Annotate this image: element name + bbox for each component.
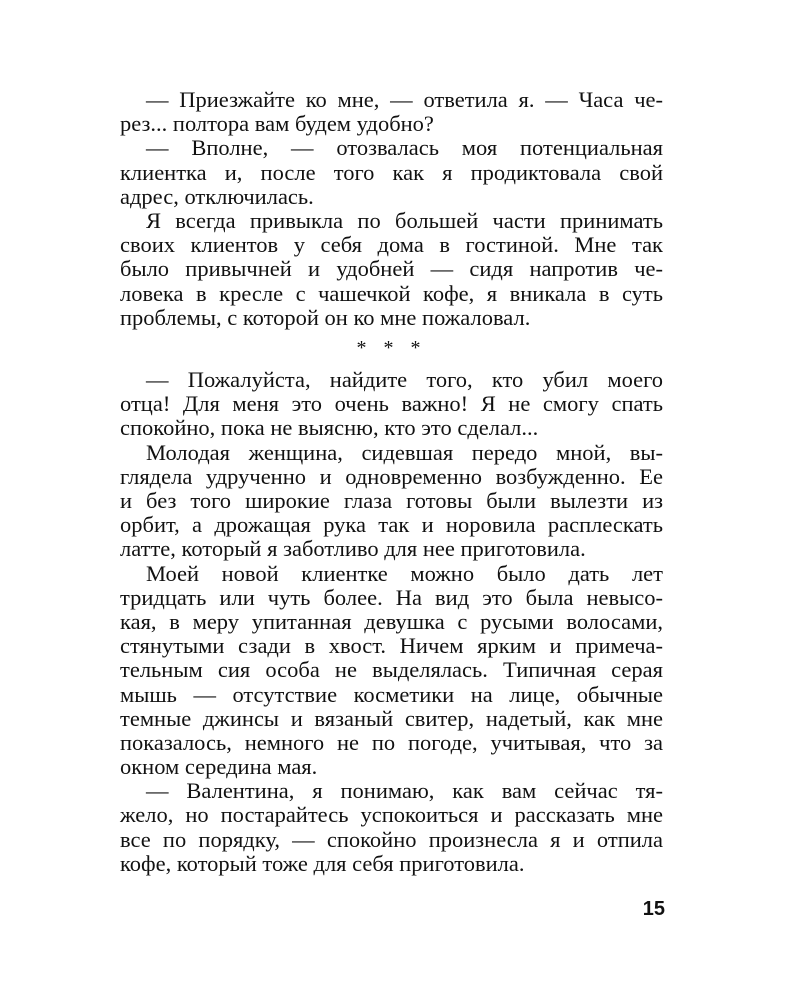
- text-line: орбит, а дрожащая рука так и норовила расплескать: [120, 512, 663, 538]
- text-line: глядела удрученно и одновременно возбужденно. Ее: [120, 463, 663, 489]
- text-line: кая, в меру упитанная девушка с русыми волосами,: [120, 608, 663, 634]
- paragraph: [120, 136, 663, 209]
- text-line: проблемы, с которой он ко мне пожаловал.: [120, 304, 531, 330]
- text-line: Я всегда привыкла по большей части принимать: [146, 207, 663, 233]
- paragraph: [120, 779, 663, 876]
- paragraph: [120, 368, 663, 441]
- paragraph: [120, 441, 663, 562]
- text-line: отца! Для меня это очень важно! Я не смогу спать: [120, 391, 663, 417]
- paragraph: [120, 88, 663, 136]
- text-line: показалось, немного не по погоде, учитывая, что за: [120, 729, 663, 755]
- text-line: ловека в кресле с чашечкой кофе, я вникала в суть: [120, 280, 663, 306]
- text-line: Моей новой клиентке можно было дать лет: [146, 560, 663, 586]
- page-text: [120, 88, 663, 876]
- section-separator: * * *: [356, 336, 427, 359]
- text-line: тельным сия особа не выделялась. Типичная серая: [120, 657, 663, 683]
- page-number: 15: [642, 898, 665, 920]
- text-line: клиентка и, после того как я продиктовала свой: [120, 159, 663, 185]
- text-line: окном середина мая.: [120, 754, 318, 780]
- paragraph: [120, 562, 663, 780]
- text-line: жело, но постарайтесь успокоиться и рассказать мне: [120, 802, 663, 828]
- text-line: — Вполне, — отозвалась моя потенциальная: [146, 135, 663, 161]
- text-line: рез... полтора вам будем удобно?: [120, 111, 434, 137]
- text-line: латте, который я заботливо для нее приготовила.: [120, 536, 586, 562]
- text-line: тридцать или чуть более. На вид это была невысо-: [120, 584, 663, 610]
- text-line: было привычней и удобней — сидя напротив че-: [120, 256, 663, 282]
- text-line: адрес, отключилась.: [120, 183, 314, 209]
- text-line: спокойно, пока не выясню, кто это сделал...: [120, 415, 539, 441]
- paragraph: [120, 209, 663, 330]
- text-line: — Валентина, я понимаю, как вам сейчас тя-: [146, 778, 663, 804]
- text-line: мышь — отсутствие косметики на лице, обычные: [120, 681, 663, 707]
- text-line: темные джинсы и вязаный свитер, надетый, как мне: [120, 705, 663, 731]
- text-line: и без того широкие глаза готовы были вылезти из: [120, 488, 663, 513]
- text-line: Молодая женщина, сидевшая передо мной, вы-: [146, 439, 663, 465]
- text-line: — Приезжайте ко мне, — ответила я. — Часа че-: [146, 87, 663, 112]
- text-line: стянутыми сзади в хвост. Ничем ярким и примеча-: [120, 633, 663, 659]
- text-line: — Пожалуйста, найдите того, кто убил моего: [146, 367, 663, 393]
- text-line: все по порядку, — спокойно произнесла я и отпила: [120, 826, 663, 852]
- text-line: кофе, который тоже для себя приготовила.: [120, 850, 525, 876]
- text-line: своих клиентов у себя дома в гостиной. Мне так: [120, 232, 663, 258]
